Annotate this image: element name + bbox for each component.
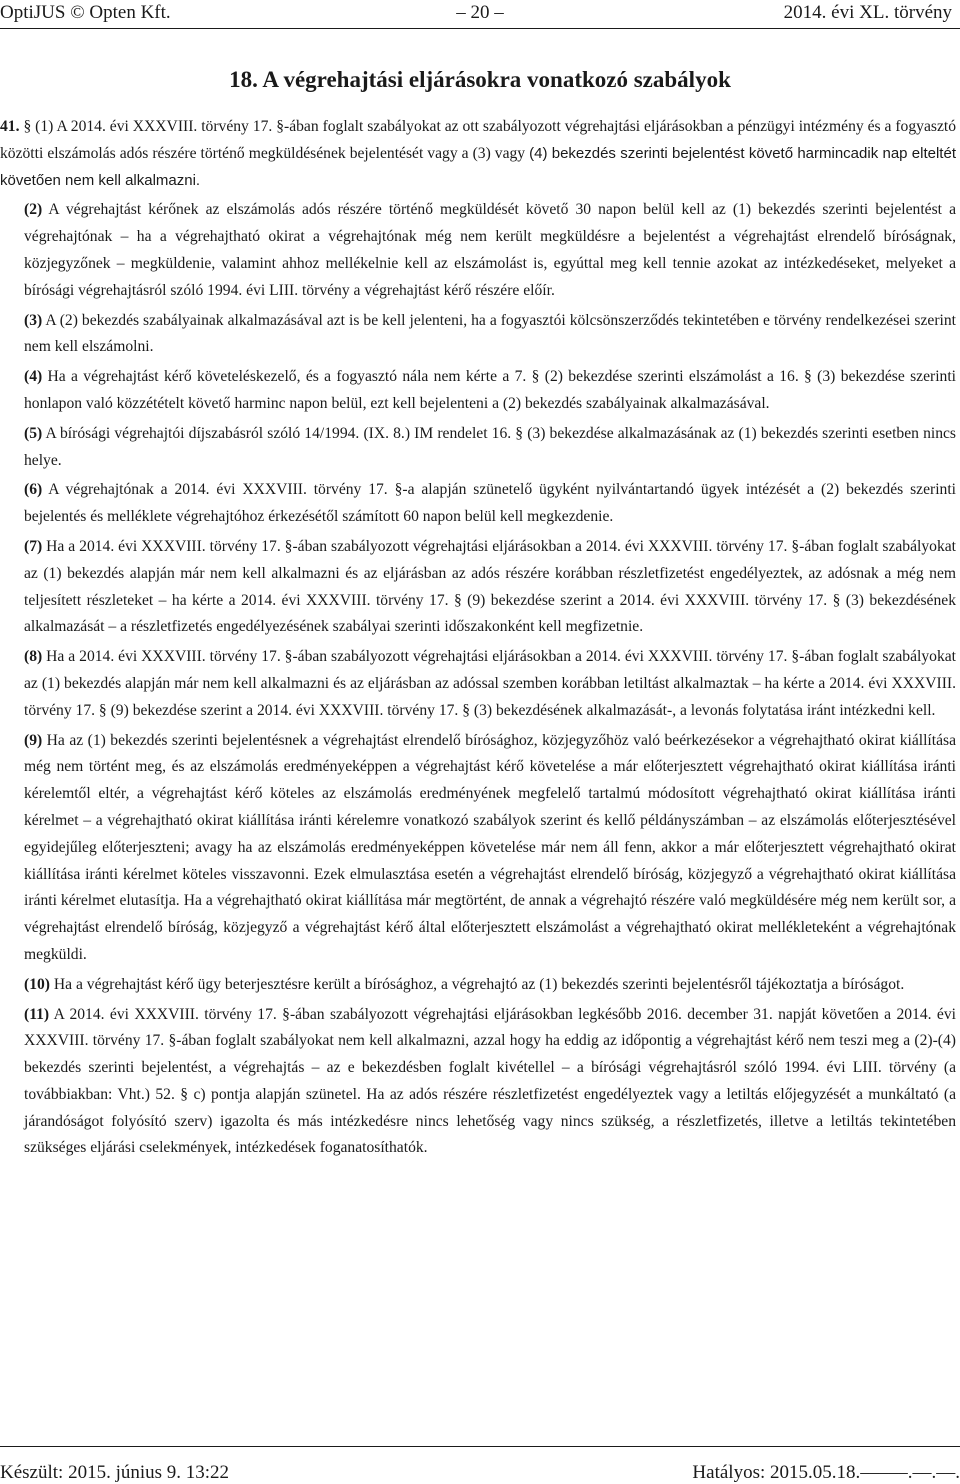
paragraph-number: (4)	[24, 368, 43, 386]
paragraph-text: Ha a 2014. évi XXXVIII. törvény 17. §-ában szabályozott végrehajtási eljárásokban a 2014. évi XXXVIII. törvény 17. §-ában foglalt szabályokat az (1) bekezdés alapján már nem kell alkalmazni és az eljárásban az adóssal szemben korábban letiltást alkalmaztak – ha kérte a 2014. évi XXXVIII. törvény 17. § (9) bekezdése szerint a 2014. évi XXXVIII. törvény 17. § (3) bekezdésének alkalmazását-, a levonás folytatása iránt intézkedni kell.	[24, 648, 956, 719]
header-divider	[0, 28, 960, 29]
paragraph-number: (11)	[24, 1005, 50, 1023]
paragraph	[24, 421, 956, 475]
paragraph	[24, 644, 956, 724]
page-footer	[0, 1462, 960, 1484]
paragraph-text: Ha a 2014. évi XXXVIII. törvény 17. §-ában szabályozott végrehajtási eljárásokban a 2014. évi XXXVIII. törvény 17. §-ában foglalt szabályokat az (1) bekezdés alapján már nem kell alkalmazni és az eljárásban az adós részére korábban részletfizetést engedélyeztek, az adósnak a még nem teljesített részleteket – ha kérte a 2014. évi XXXVIII. törvény 17. § (9) bekezdése szerint a 2014. évi XXXVIII. törvény 17. § (3) bekezdésének alkalmazását – a részletfizetés engedélyezésének szabályai szerinti időszakonként kell megfizetnie.	[24, 537, 956, 636]
paragraph-text: A (2) bekezdés szabályainak alkalmazásával azt is be kell jelenteni, ha a fogyasztói kölcsönszerződés tekintetében e törvény rendelkezései szerint nem kell elszámolni.	[24, 311, 956, 356]
paragraph-text: Ha a végrehajtást kérő követeléskezelő, és a fogyasztó nála nem kérte a 7. § (2) bekezdése szerinti elszámolást a 16. § (3) bekezdése szerinti honlapon való közzétételt követő harminc napon belül, ezt kell bejelenteni a (2) bekezdés szabályainak alkalmazásával.	[24, 368, 956, 412]
footer-divider	[0, 1446, 960, 1447]
paragraph	[24, 308, 956, 362]
paragraph	[24, 534, 956, 641]
paragraph-number: (3)	[24, 311, 43, 329]
paragraph	[24, 197, 956, 304]
paragraph-number: (5)	[24, 424, 43, 442]
document-body	[0, 114, 956, 1165]
paragraph-number: (7)	[24, 537, 43, 555]
section-intro-label: § (1)	[23, 118, 54, 135]
section-number: 41.	[0, 118, 20, 135]
paragraph	[24, 364, 956, 418]
paragraph	[24, 728, 956, 969]
paragraph-number: (6)	[24, 481, 43, 499]
paragraph-number: (10)	[24, 975, 50, 993]
paragraph	[24, 972, 956, 999]
paragraph-text: Ha az (1) bekezdés szerinti bejelentésnek a végrehajtást elrendelő bírósághoz, közjegyzőhöz való beérkezésekor a végrehajtható okirat kiállítása még nem történt meg, és az elszámolás eredményeképpen a végrehajtást kérő követelése a már előterjesztett végrehajtható okirat kiállítása iránti kérelemtől eltér, a végrehajtást kérő köteles az elszámolás eredményének megfelelő tartalmú módosított végrehajtható okirat kiállítása iránti kérelmet – a végrehajtható okirat kiállítása iránti kérelemre vonatkozó szabályok szerint és kellő példányszámban – az elszámolás előterjesztésével egyidejűleg előterjeszteni; avagy ha az elszámolás eredményeképpen követelése már nem áll fenn, akkor a már előterjesztett végrehajtható okirat kiállítása iránti kérelmet köteles visszavonni. Ezek elmulasztása esetén a végrehajtást elrendelő bíróság, közjegyző a végrehajtható okirat kiállítása iránti kérelmet elutasítja. Ha a végrehajtható okirat kiállítása már megtörtént, de annak a végrehajtó részére való megküldésére még nem került sor, a végrehajtást elrendelő bíróság, közjegyző a végrehajtást kérő által előterjesztett elszámolást a végrehajtható okirat mellékleteként a végrehajtónak megküldi.	[24, 731, 956, 963]
paragraph-number: (9)	[24, 731, 43, 749]
paragraph-text: A 2014. évi XXXVIII. törvény 17. §-ában szabályozott végrehajtási eljárásokban legkésőbb 2016. december 31. napját követően a 2014. évi XXXVIII. törvény 17. §-ában foglalt szabályokat nem kell alkalmazni, azzal hogy ha eddig az időpontig a végrehajtást kérő nem teszi meg a (2)-(4) bekezdés szerinti bejelentést, a végrehajtás – az e bekezdésben foglalt kivétellel – a bírósági végrehajtásról szóló 1994. évi LIII. törvény (a továbbiakban: Vht.) 52. § c) pontja alapján szünetel. Ha az adós részére részletfizetést engedélyeztek vagy a letiltás előjegyzését a munkáltató (a járandóságot folyósító szerv) igazolta és más intézkedésre nincs lehetőség vagy nincs szükség, a részletfizetés, illetve a letiltás tekintetében szükséges eljárási cselekmények, intézkedések foganatosíthatók.	[24, 1005, 956, 1157]
paragraph-text: Ha a végrehajtást kérő ügy beterjesztésre került a bírósághoz, a végrehajtó az (1) bekezdés szerinti bejelentésről tájékoztatja a bíróságot.	[53, 975, 905, 993]
footer-effective: Hatályos: 2015.05.18.–––––.––.––.	[692, 1462, 960, 1483]
paragraph-text: A végrehajtónak a 2014. évi XXXVIII. törvény 17. §-a alapján szünetelő ügyként nyilvántartandó ügyek intézését a (2) bekezdés szerinti bejelentés és melléklete végrehajtóhoz érkezésétől számított 60 napon belül kell megkezdenie.	[24, 481, 956, 526]
paragraph-text: A végrehajtást kérőnek az elszámolás adós részére történő megküldését követő 30 napon belül kell az (1) bekezdés szerinti bejelentést a végrehajtónak – ha a végrehajtható okirat a végrehajtónak még nem került megküldésre a bejelentést a végrehajtást elrendelő bíróságnak, közjegyzőnek – megküldenie, valamint ahhoz mellékelnie kell az elszámolást is, egyúttal meg kell tennie azokat az intézkedéseket, melyeket a bírósági végrehajtásról szóló 1994. évi LIII. törvény a végrehajtást kérő részére előír.	[24, 201, 956, 299]
header-publisher: OptiJUS © Opten Kft.	[0, 2, 171, 23]
paragraph	[24, 1002, 956, 1163]
footer-created: Készült: 2015. június 9. 13:22	[0, 1462, 230, 1483]
section-41-intro	[0, 114, 956, 194]
header-page-number: – 20 –	[456, 2, 504, 23]
chapter-title: 18. A végrehajtási eljárásokra vonatkozó szabályok	[229, 67, 731, 92]
page-header	[0, 0, 960, 30]
paragraph	[24, 477, 956, 531]
paragraph-number: (8)	[24, 648, 43, 666]
paragraph-list	[24, 197, 956, 1162]
paragraph-number: (2)	[24, 201, 43, 219]
header-law-title: 2014. évi XL. törvény	[783, 2, 952, 23]
section-intro-text: A 2014. évi XXXVIII. törvény 17. §-ában foglalt szabályokat az ott szabályozott végrehajtási eljárásokban a pénzügyi intézmény és a fogyasztó közötti elszámolás adós részére történő megküldésének bejelentését vagy a (3) vagy	[0, 118, 956, 162]
section-intro-text-sans: (4) bekezdés szerinti bejelentést követő harmincadik nap elteltét követően nem kell alkalmazni.	[0, 144, 956, 189]
paragraph-text: A bírósági végrehajtói díjszabásról szóló 14/1994. (IX. 8.) IM rendelet 16. § (3) bekezdése alkalmazásának az (1) bekezdés szerinti esetben nincs helye.	[24, 424, 956, 469]
